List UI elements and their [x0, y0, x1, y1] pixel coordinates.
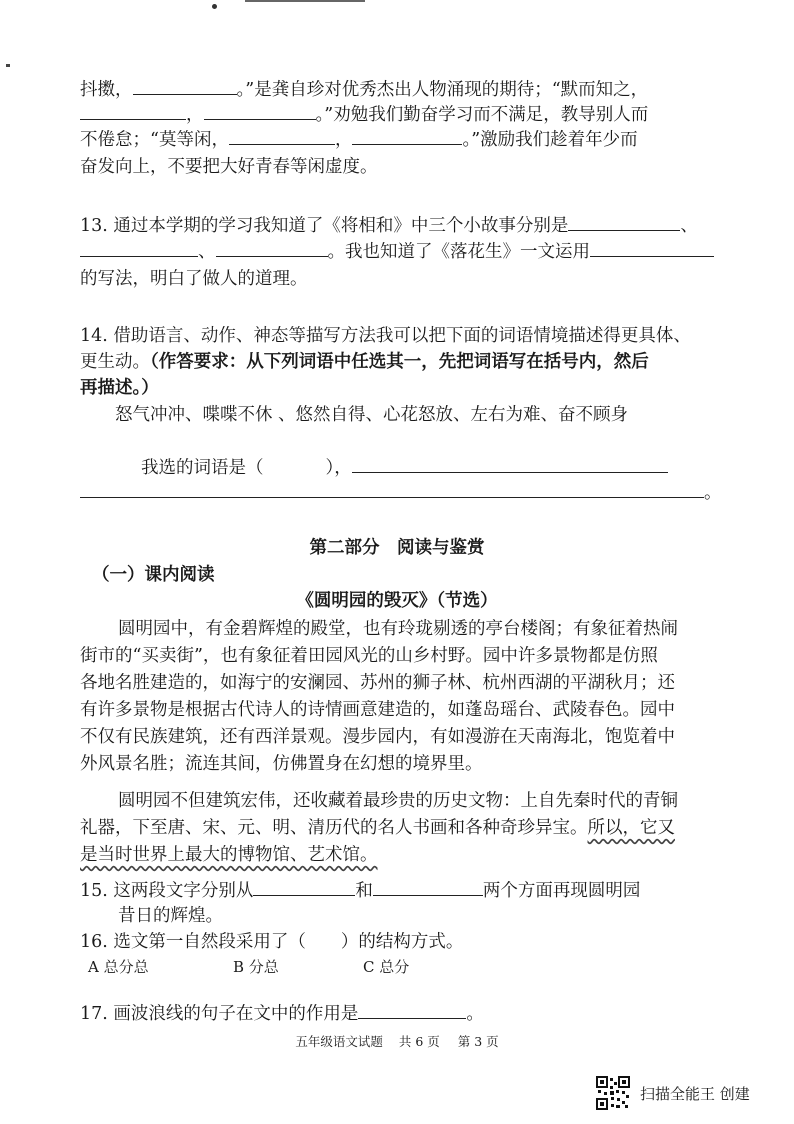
answer-blank[interactable]: [590, 240, 714, 257]
passage-p1-line-1: 圆明园中，有金碧辉煌的殿堂，也有玲珑剔透的亭台楼阁；有象征着热闹: [118, 619, 678, 639]
answer-blank[interactable]: [229, 128, 335, 145]
answer-blank[interactable]: [253, 879, 355, 896]
footer-page-number: 第 3 页: [457, 1034, 499, 1049]
q14-line-3: 再描述。）: [80, 378, 159, 398]
answer-blank[interactable]: [204, 103, 316, 120]
q-prev-line-4: 奋发向上，不要把大好青春等闲虚度。: [80, 157, 378, 177]
q-prev-line-2: ， 。”劝勉我们勤奋学习而不满足，教导别人而: [80, 103, 730, 127]
footer-total-pages: 共 6 页: [398, 1034, 440, 1049]
q14-word-list: 怒气冲冲、喋喋不休 、悠然自得、心花怒放、左右为难、奋不顾身: [115, 405, 629, 425]
answer-blank[interactable]: [80, 481, 704, 498]
answer-requirement: （作答要求：从下列词语中任选其一，先把词语写在括号内，然后: [150, 352, 649, 372]
q14-line-2: 更生动。（作答要求：从下列词语中任选其一，先把词语写在括号内，然后: [80, 352, 649, 372]
answer-blank[interactable]: [352, 456, 668, 473]
footer-exam-title: 五年级语文试题: [295, 1034, 383, 1049]
passage-p1-line-3: 各地名胜建造的，如海宁的安澜园、苏州的狮子林、杭州西湖的平湖秋月；还: [80, 673, 675, 693]
q-prev-line-1: 抖擞， 。”是龚自珍对优秀杰出人物涌现的期待；“默而知之，: [80, 80, 649, 100]
passage-p1-line-2: 街市的“买卖街”，也有象征着田园风光的山乡村野。园中许多景物都是仿照: [80, 646, 658, 666]
answer-blank[interactable]: [358, 1002, 466, 1019]
answer-blank[interactable]: [80, 103, 186, 120]
q14-line-1: 14. 借助语言、动作、神态等描写方法我可以把下面的词语情境描述得更具体、: [80, 326, 691, 346]
q16-option-a[interactable]: A 总分总: [88, 958, 149, 976]
passage-p2-line-3: [80, 843, 730, 867]
answer-blank[interactable]: [80, 240, 198, 257]
passage-title: 《圆明园的毁灭》（节选）: [296, 591, 498, 611]
q15-line-2: 昔日的辉煌。: [118, 906, 223, 926]
q16-option-c[interactable]: C 总分: [363, 958, 410, 976]
passage-p2-line-1: 圆明园不但建筑宏伟，还收藏着最珍贵的历史文物：上自先秦时代的青铜: [118, 791, 678, 811]
wavy-underlined-sentence: 所以，它又: [587, 818, 675, 838]
answer-blank[interactable]: [352, 128, 462, 145]
page-footer: [0, 1032, 794, 1050]
answer-blank[interactable]: [133, 78, 237, 95]
q16-question: 16. 选文第一自然段采用了（ ）的结构方式。: [80, 932, 464, 952]
answer-blank[interactable]: [568, 214, 680, 231]
scan-speck: [6, 64, 10, 67]
scan-speck: [212, 4, 217, 9]
q13-line-3: 的写法，明白了做人的道理。: [80, 269, 308, 289]
q13-line-1: 13. 通过本学期的学习我知道了《将相和》中三个小故事分别是 、: [80, 216, 698, 236]
q15-line-1: 15. 这两段文字分别从 和 两个方面再现圆明园: [80, 881, 641, 901]
passage-p1-line-4: 有许多景物是根据古代诗人的诗情画意建造的，如蓬岛瑶台、武陵春色。园中: [80, 700, 675, 720]
section-subtitle: （一）课内阅读: [92, 565, 215, 585]
section-title: 第二部分 阅读与鉴赏: [309, 538, 485, 558]
answer-blank[interactable]: [216, 240, 328, 257]
q-prev-line-3: 不倦怠；“莫等闲， ， 。”激励我们趁着年少而: [80, 130, 638, 150]
scanner-watermark-text: 扫描全能王 创建: [640, 1085, 750, 1103]
q14-choice-line: 我选的词语是（ ），: [141, 456, 731, 480]
answer-blank[interactable]: [373, 879, 483, 896]
passage-p1-line-5: 不仅有民族建筑，还有西洋景观。漫步园内，有如漫游在天南海北，饱览着中: [80, 727, 675, 747]
qr-code-icon: [596, 1076, 630, 1110]
wavy-underlined-sentence: 是当时世界上最大的博物馆、艺术馆。: [80, 845, 378, 865]
q17-line: 17. 画波浪线的句子在文中的作用是 。: [80, 1004, 484, 1024]
scan-edge-line: [245, 0, 365, 2]
q16-option-b[interactable]: B 分总: [233, 958, 279, 976]
q13-line-2: 、 。我也知道了《落花生》一文运用: [80, 240, 730, 264]
q14-answer-line: 。: [80, 481, 730, 505]
passage-p1-line-6: 外风景名胜；流连其间，仿佛置身在幻想的境界里。: [80, 754, 483, 774]
passage-p2-line-2: 礼器，下至唐、宋、元、明、清历代的名人书画和各种奇珍异宝。所以，它又: [80, 818, 675, 838]
